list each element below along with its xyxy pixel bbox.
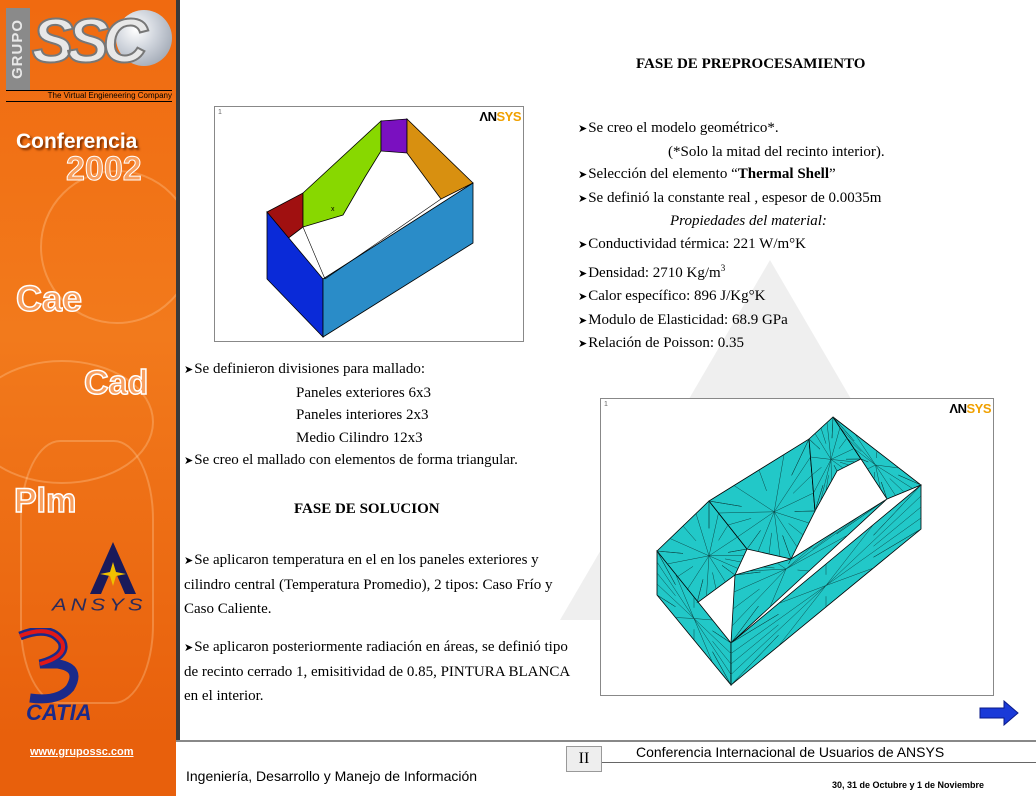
footer-dates: 30, 31 de Octubre y 1 de Noviembre (832, 780, 985, 790)
half-cylinder-green (303, 121, 381, 227)
arrow-bullet-icon: ➤ (578, 266, 588, 280)
footer (0, 740, 1036, 796)
list-item: ➤Se definieron divisiones para mallado: (184, 361, 425, 377)
geometry-model (215, 107, 523, 341)
figure-number: 1 (218, 109, 222, 116)
mesh-inner-panel (809, 417, 861, 511)
arrow-right-icon[interactable] (978, 700, 1020, 726)
arrow-bullet-icon: ➤ (578, 290, 588, 304)
side-panel-orange (407, 119, 473, 199)
list-item: ➤Selección del elemento “Thermal Shell” (578, 166, 836, 183)
ansys-logo-icon (88, 540, 138, 596)
conference-word: Conferencia (16, 130, 138, 153)
list-item: ➤Se creo el modelo geométrico*. (578, 120, 779, 136)
arrow-bullet-icon: ➤ (184, 641, 194, 654)
list-item-sub: Medio Cilindro 12x3 (296, 429, 423, 446)
word-cad: Cad (84, 364, 149, 402)
ansys-figure-tag: ΛNSYS (479, 109, 521, 124)
list-item: ➤Densidad: 2710 $Kg/m^3$ (578, 262, 726, 281)
list-item: ➤Se creo el mallado con elementos de forma triangular. (184, 452, 518, 469)
arrow-bullet-icon: ➤ (184, 454, 194, 468)
arrow-bullet-icon: ➤ (578, 237, 588, 251)
solution-list (184, 548, 584, 708)
sidebar (0, 0, 176, 740)
solution-title: FASE DE SOLUCION (294, 501, 440, 517)
mesh-figure (600, 398, 994, 696)
list-item: ➤Conductividad térmica: 221 W/m°K (578, 235, 806, 252)
geometry-figure (214, 106, 524, 342)
catia-logo-icon (10, 628, 90, 704)
arrow-bullet-icon: ➤ (578, 122, 588, 135)
word-plm: Plm (14, 482, 77, 520)
list-item: ➤Se definió la constante real , espesor de 0.0035m (578, 189, 882, 206)
meshing-list (184, 358, 554, 473)
density-exponent: 3 (720, 262, 726, 273)
preprocessing-list (578, 117, 1018, 356)
conference-year: 2002 (66, 150, 142, 188)
company-tagline: The Virtual Engieneering Company (6, 90, 172, 102)
ansys-wordmark: ANSYS (52, 594, 147, 615)
list-item-note: (*Solo la mitad del recinto interior). (668, 143, 885, 160)
website-link[interactable]: www.grupossc.com (30, 746, 134, 758)
footer-rule (600, 762, 1036, 763)
grupo-label: GRUPO (6, 8, 30, 90)
footer-divider (176, 740, 1036, 742)
arrow-bullet-icon: ➤ (578, 313, 588, 327)
list-item-sub: Paneles exteriores 6x3 (296, 384, 431, 401)
list-item: ➤Relación de Poisson: 0.35 (578, 335, 745, 352)
inner-panel-purple (381, 119, 407, 153)
word-cae: Cae (16, 278, 83, 319)
element-name: Thermal Shell (737, 166, 830, 183)
axis-marker: x (331, 206, 335, 213)
arrow-bullet-icon: ➤ (184, 554, 194, 567)
catia-wordmark: CATIA (26, 700, 92, 725)
arrow-bullet-icon: ➤ (578, 168, 588, 182)
arrow-bullet-icon: ➤ (184, 363, 194, 376)
list-item: ➤Modulo de Elasticidad: 68.9 GPa (578, 311, 788, 328)
preprocessing-title: FASE DE PREPROCESAMIENTO (636, 56, 866, 72)
footer-tagline: Ingeniería, Desarrollo y Manejo de Información (186, 768, 478, 784)
mesh-model (601, 399, 993, 695)
list-item: ➤Se aplicaron posteriormente radiación en áreas, se definió tipo de recinto cerrado 1, emisitividad de 0.85, PINTURA BLANCA en el interior. (184, 639, 570, 704)
page-number: II (566, 746, 602, 772)
list-item: ➤Calor específico: 896 J/Kg°K (578, 288, 766, 305)
ssc-brand: SSC (32, 7, 142, 76)
arrow-bullet-icon: ➤ (578, 191, 588, 205)
figure-number: 1 (604, 401, 608, 408)
sidebar-divider (176, 0, 180, 740)
footer-brand-area (0, 740, 176, 796)
grupo-ssc-logo (4, 4, 174, 94)
list-item-sub: Paneles interiores 2x3 (296, 407, 429, 424)
arrow-bullet-icon: ➤ (578, 337, 588, 351)
material-heading: Propiedades del material: (670, 213, 827, 230)
footer-conference: Conferencia Internacional de Usuarios de ANSYS (636, 744, 945, 760)
list-item: ➤Se aplicaron temperatura en el en los paneles exteriores y cilindro central (Temperatura Promedio), 2 tipos: Caso Frío y Caso Caliente. (184, 552, 553, 617)
ansys-figure-tag: ΛNSYS (949, 401, 991, 416)
